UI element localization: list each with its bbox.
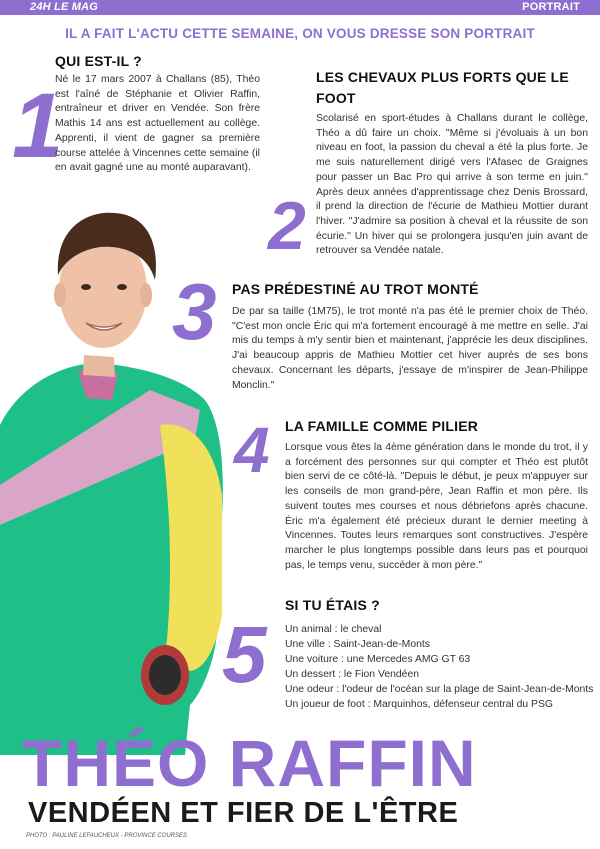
section-number-3: 3: [172, 267, 217, 356]
person-name: THÉO RAFFIN: [22, 726, 477, 800]
section-title-3: PAS PRÉDESTINÉ AU TROT MONTÉ: [232, 281, 479, 297]
list-item: Un animal : le cheval: [285, 624, 382, 635]
list-item: Un dessert : le Fion Vendéen: [285, 669, 420, 680]
section-text-2: Scolarisé en sport-études à Challans durant le collège, Théo a dû faire un choix. "Même si j'évoluais à un bon niveau en foot, la passion du cheval a été la plus forte. Je me suis naturellement dirigé vers l'Afasec de Graignes pour passer un Bac Pro qui arrive à son terme en juin." Après deux années d'apprentissage chez Denis Brossard, il prend la direction de l'écurie de Mathieu Mottier durant l'hiver. "J'admire sa position à cheval et la réussite de son écurie." Un hiver qui se prolongera jusqu'en juin avant de retrouver sa Vendée natale.: [316, 113, 588, 257]
section-label: PORTRAIT: [522, 1, 580, 13]
section-title-4: LA FAMILLE COMME PILIER: [285, 418, 479, 434]
section-title-2: LES CHEVAUX PLUS FORTS QUE LE FOOT: [316, 69, 569, 106]
favorites-list: [285, 622, 593, 712]
list-item: Une voiture : une Mercedes AMG GT 63: [285, 654, 471, 665]
list-item: Un joueur de foot : Marquinhos, défenseur central du PSG: [285, 699, 554, 710]
subtitle: VENDÉEN ET FIER DE L'ÊTRE: [28, 797, 459, 829]
magazine-name: 24H LE MAG: [30, 1, 99, 13]
section-text-3: De par sa taille (1M75), le trot monté n'a pas été le premier choix de Théo. "C'est mon oncle Éric qui m'a fortement encouragé à me mettre en selle. J'ai mis du temps à m'y sentir bien et maintenant, j'apprécie les deux disciplines. J'ai beaucoup appris de Mathieu Mottier cet hiver auprès de ses bons chevaux. Concernant les départs, j'essaye de m'inspirer de Jean-Philippe Monclin.": [232, 306, 588, 391]
section-number-4: 4: [234, 414, 270, 486]
list-item: Une odeur : l'odeur de l'océan sur la plage de Saint-Jean-de-Monts: [285, 684, 594, 695]
photo-credit: PHOTO : PAULINE LEFAUCHEUX - PROVINCE COURSES: [26, 833, 188, 839]
list-item: Une ville : Saint-Jean-de-Monts: [285, 639, 430, 650]
section-text-4: Lorsque vous êtes la 4ème génération dans le monde du trot, il y a forcément des personnes sur qui compter et Théo est plutôt bien servi de ce côté-là. "Depuis le début, je peux m'appuyer sur les conseils de mon grand-père, Jean Raffin et mon père. Ils suivent toutes mes courses et nous débriefons après chacune. Éric m'a également été précieux durant le dernier meeting à Vincennes. Toutes leurs remarques sont constructives. J'espère marcher le plus longtemps possible dans leurs pas et pourquoi pas, le temps venu, succéder à mon père.": [285, 442, 588, 571]
section-text-1: Né le 17 mars 2007 à Challans (85), Théo est l'aîné de Stéphanie et Olivier Raffin, entraîneur et driver en Vendée. Son frère Mathis 14 ans est actuellement au collège. Apprenti, il vient de gagner sa première course attelée à Vincennes cette semaine (il en avait gagné une au monté auparavant).: [55, 74, 260, 174]
section-number-1: 1: [12, 75, 64, 177]
section-title-1: QUI EST-IL ?: [55, 53, 142, 69]
headline: IL A FAIT L'ACTU CETTE SEMAINE, ON VOUS DRESSE SON PORTRAIT: [65, 26, 535, 41]
top-bar: [0, 0, 600, 15]
section-title-5: SI TU ÉTAIS ?: [285, 597, 380, 613]
section-number-2: 2: [268, 188, 306, 264]
section-number-5: 5: [222, 610, 267, 699]
